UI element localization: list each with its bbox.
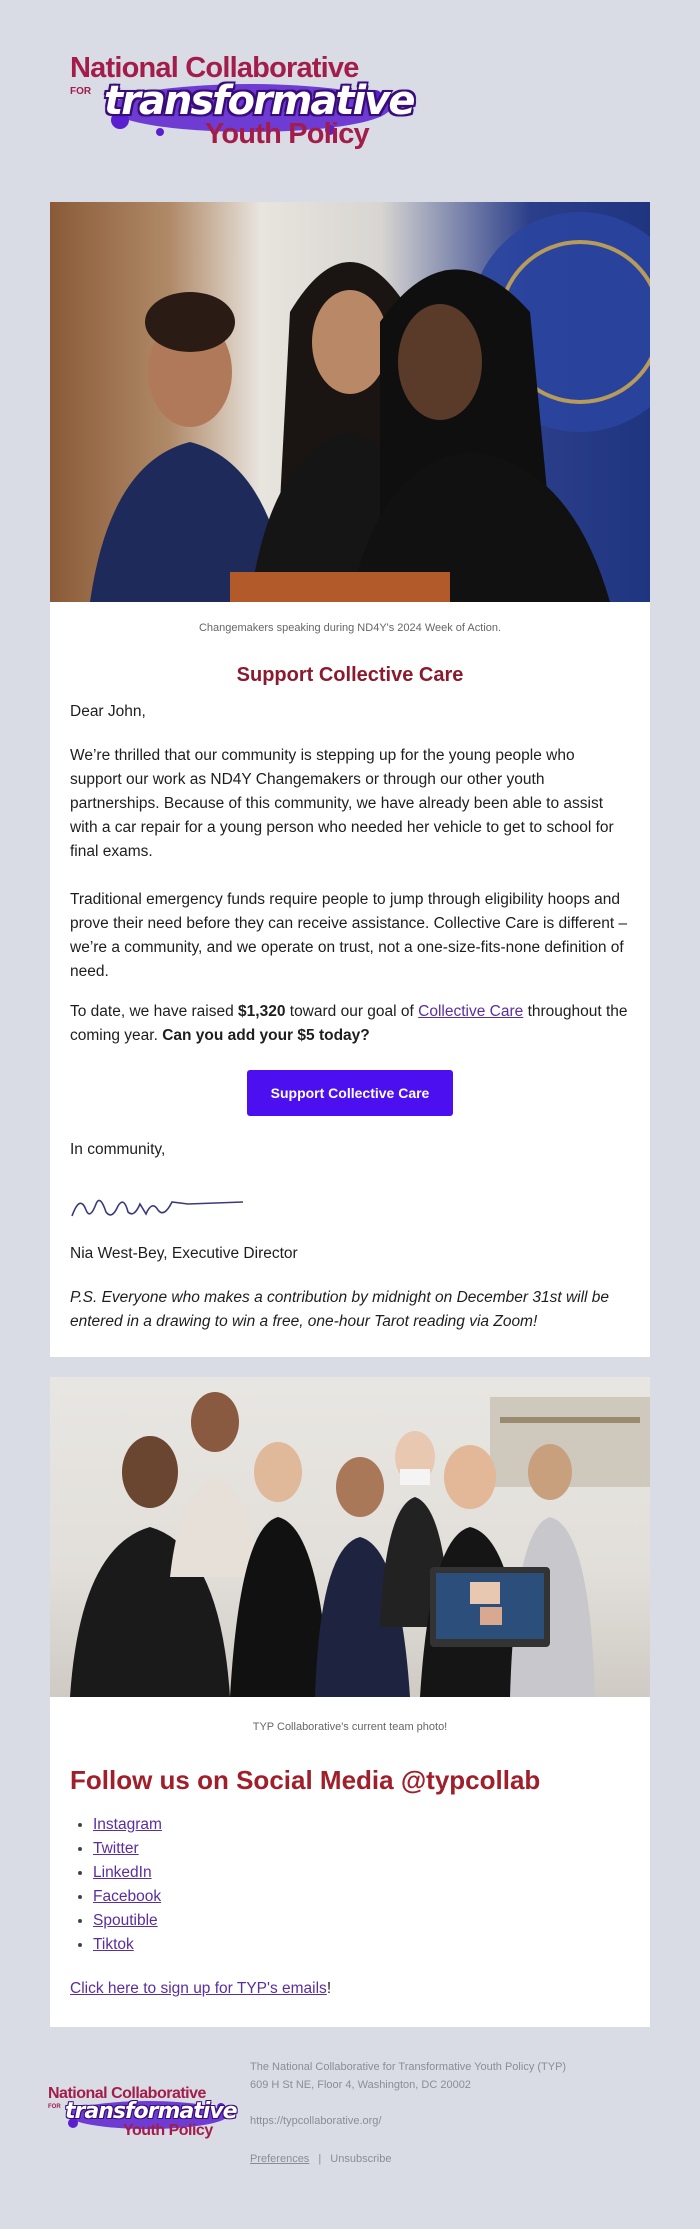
list-item [93,1861,162,1885]
letter-title: Support Collective Care [236,664,464,686]
footer-logo-line-2: transformative [65,2099,237,2124]
paragraph-1: We’re thrilled that our community is stepping up for the young people who support our work as ND4Y Changemakers or through our other youth partnerships. Because of this community, we have already been able to assist with a car repair for a young person who needed her vehicle to get to school for final exams. [70,747,614,860]
collective-care-link[interactable]: Collective Care [418,1003,524,1020]
list-item [93,1933,162,1957]
paragraph-3-text-b: toward our goal of [285,1003,419,1020]
footer-logo-line-3: Youth Policy [123,2122,213,2139]
paragraph-2: Traditional emergency funds require people to jump through eligibility hoops and prove their need before they can receive assistance. Collective Care is different – we’re a community, and we operate on trust, not a one-size-fits-none definition of need. [70,891,628,980]
hero-photo [50,202,650,602]
list-item [93,1885,162,1909]
paragraph-3 [70,1000,630,1048]
footer-logo-for: FOR [48,2104,61,2110]
hero-caption: Changemakers speaking during ND4Y's 2024 Week of Action. [198,622,502,634]
donation-ask: Can you add your $5 today? [162,1027,370,1044]
twitter-link[interactable]: Twitter [93,1840,139,1857]
team-caption: TYP Collaborative's current team photo! [252,1721,448,1733]
list-item [93,1813,162,1837]
logo-line-2: transformative [104,78,414,124]
logo-line-1: National Collaborative [70,52,359,84]
paragraph-3-text-c: throughout the coming year. [70,1003,628,1044]
instagram-link[interactable]: Instagram [93,1816,162,1833]
signup-line [70,1977,630,2001]
list-item [93,1837,162,1861]
logo-line-3: Youth Policy [205,118,369,150]
preferences-link[interactable]: Preferences [250,2153,310,2165]
hero-photo-illustration [50,202,650,602]
footer-logo[interactable] [48,2085,238,2143]
paragraph-3-text-a: To date, we have raised [70,1003,239,1020]
team-photo [50,1377,650,1697]
footer-separator: | [318,2153,322,2165]
unsubscribe-link[interactable]: Unsubscribe [330,2153,392,2165]
signer-name: Nia West-Bey, Executive Director [70,1245,298,1262]
team-card [50,1377,650,2027]
signature-image [68,1186,248,1226]
footer-address: 609 H St NE, Floor 4, Washington, DC 20002 [250,2079,471,2091]
support-collective-care-button[interactable]: Support Collective Care [247,1070,453,1116]
spoutible-link[interactable]: Spoutible [93,1912,158,1929]
facebook-link[interactable]: Facebook [93,1888,162,1905]
closing: In community, [70,1141,166,1158]
footer-url: https://typcollaborative.org/ [250,2115,382,2127]
letter-card [50,202,650,1357]
postscript: P.S. Everyone who makes a contribution by midnight on December 31st will be entered in a drawing to win a free, one-hour Tarot reading via Zoom! [70,1289,610,1330]
tiktok-link[interactable]: Tiktok [93,1936,134,1953]
list-item [93,1909,162,1933]
footer-org-name: The National Collaborative for Transformative Youth Policy (TYP) [250,2061,567,2073]
social-links-list [70,1813,162,1957]
footer-links [250,2150,391,2168]
email-signup-link[interactable]: Click here to sign up for TYP's emails [70,1980,327,1997]
team-photo-illustration [50,1377,650,1697]
footer-logo-line-1: National Collaborative [48,2085,206,2102]
greeting: Dear John, [70,703,146,720]
social-media-title: Follow us on Social Media @typcollab [70,1765,541,1795]
logo-for: FOR [70,86,92,97]
raised-amount: $1,320 [238,1003,286,1020]
header-logo[interactable] [70,52,414,157]
signup-suffix: ! [326,1980,332,1997]
linkedin-link[interactable]: LinkedIn [93,1864,152,1881]
